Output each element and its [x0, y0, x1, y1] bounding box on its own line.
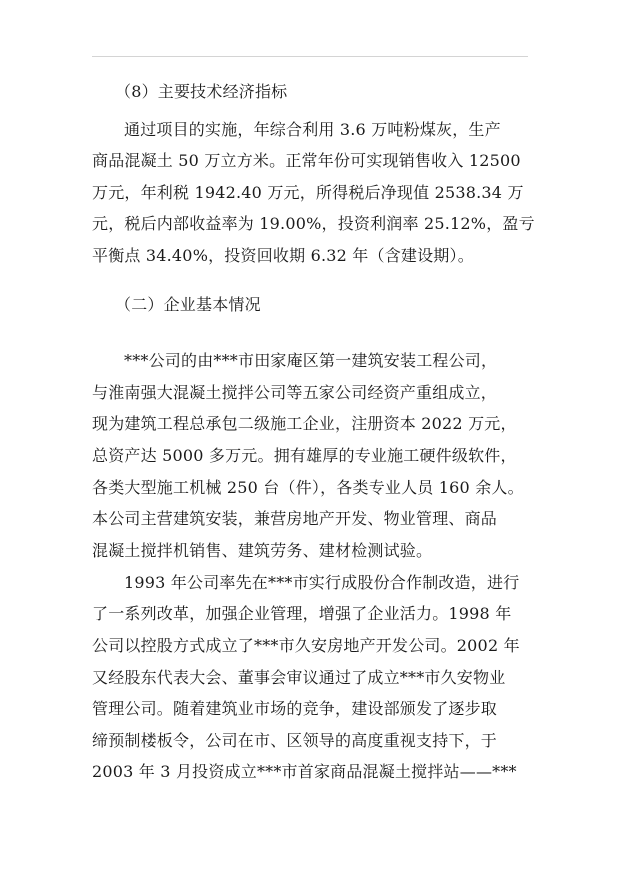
paragraph-line: 通过项目的实施，年综合利用 3.6 万吨粉煤灰，生产 — [124, 120, 501, 139]
paragraph-line: 2003 年 3 月投资成立***市首家商品混凝土搅拌站——*** — [92, 762, 517, 781]
paragraph-line: 总资产达 5000 多万元。拥有雄厚的专业施工硬件级软件， — [92, 446, 517, 465]
paragraph-line: 商品混凝土 50 万立方米。正常年份可实现销售收入 12500 — [92, 151, 521, 170]
paragraph-line: 现为建筑工程总承包二级施工企业，注册资本 2022 万元， — [92, 414, 517, 433]
paragraph-line: 1993 年公司率先在***市实行成股份合作制改造，进行 — [124, 573, 520, 592]
section-heading-key-indicators: （8）主要技术经济指标 — [115, 82, 288, 101]
section-heading-company-overview: （二）企业基本情况 — [115, 295, 261, 314]
paragraph-line: 本公司主营建筑安装，兼营房地产开发、物业管理、商品 — [92, 509, 498, 528]
paragraph-line: 与淮南强大混凝土搅拌公司等五家公司经资产重组成立， — [92, 383, 498, 402]
paragraph-line: 又经股东代表大会、董事会审议通过了成立***市久安物业 — [92, 668, 506, 687]
paragraph-line: 公司以控股方式成立了***市久安房地产开发公司。2002 年 — [92, 636, 520, 655]
paragraph-line: 各类大型施工机械 250 台（件），各类专业人员 160 余人。 — [92, 478, 524, 497]
paragraph-line: 元，税后内部收益率为 19.00%，投资利润率 25.12%，盈亏 — [92, 214, 535, 233]
paragraph-line: 了一系列改革，加强企业管理，增强了企业活力。1998 年 — [92, 604, 512, 623]
paragraph-line: 万元，年利税 1942.40 万元，所得税后净现值 2538.34 万 — [92, 183, 524, 202]
paragraph-line: 缔预制楼板令，公司在市、区领导的高度重视支持下，于 — [92, 731, 498, 750]
paragraph-line: 管理公司。随着建筑业市场的竞争，建设部颁发了逐步取 — [92, 699, 498, 718]
paragraph-line: 平衡点 34.40%，投资回收期 6.32 年（含建设期）。 — [92, 246, 474, 265]
paragraph-line: 混凝土搅拌机销售、建筑劳务、建材检测试验。 — [92, 541, 433, 560]
page-header-rule — [92, 56, 528, 57]
paragraph-line: ***公司的由***市田家庵区第一建筑安装工程公司， — [124, 351, 498, 370]
